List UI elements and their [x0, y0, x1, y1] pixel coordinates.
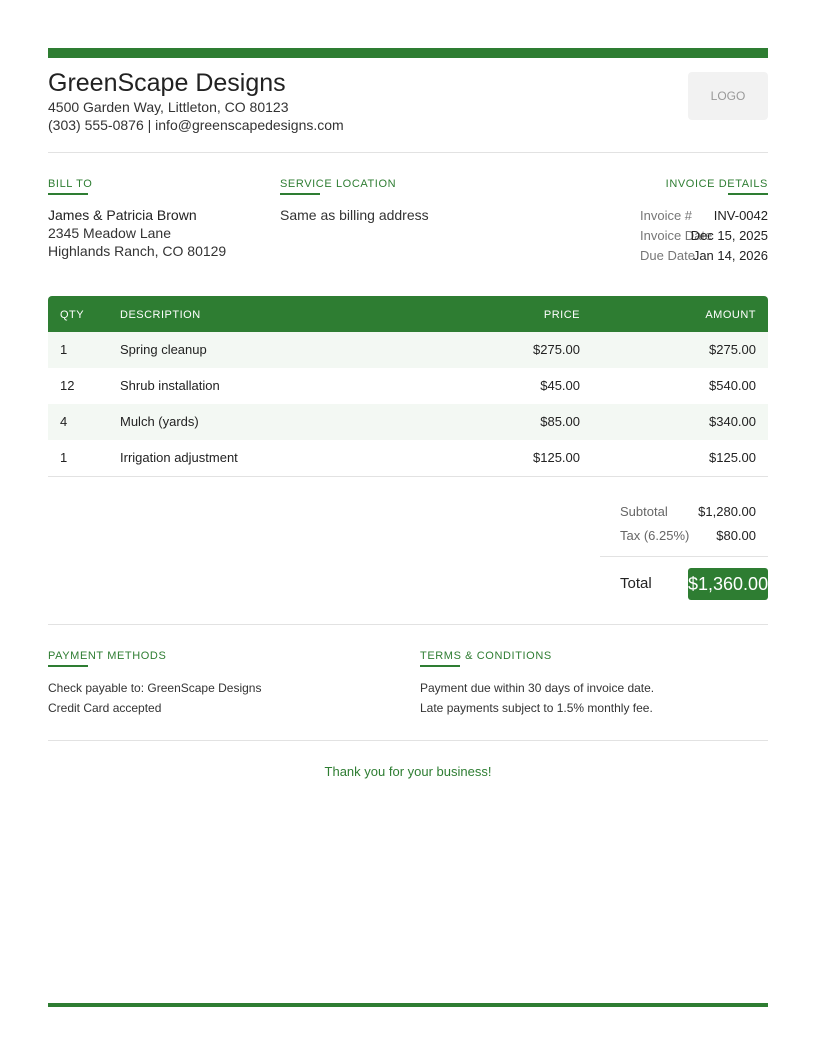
logo-placeholder: LOGO — [688, 72, 768, 120]
invoice-details-underline — [728, 193, 768, 195]
bill-to-underline — [48, 193, 88, 195]
header-accent-bar — [48, 48, 768, 58]
line-items-header — [48, 296, 768, 332]
invoice-number-value: INV-0042 — [713, 208, 768, 223]
subtotal-value: $1,280.00 — [698, 504, 756, 519]
footer-accent-bar — [48, 1003, 768, 1007]
service-location-text: Same as billing address — [280, 207, 429, 223]
row-qty: 4 — [60, 414, 68, 429]
row-price: $85.00 — [540, 414, 580, 429]
totals-section-divider — [48, 624, 768, 625]
row-amount: $340.00 — [709, 414, 756, 429]
company-address: 4500 Garden Way, Littleton, CO 80123 — [48, 99, 289, 115]
row-description: Shrub installation — [120, 378, 220, 393]
payment-method-line: Credit Card accepted — [48, 701, 162, 715]
table-row — [48, 368, 768, 404]
company-name: GreenScape Designs — [48, 69, 286, 97]
price-header: PRICE — [543, 309, 580, 321]
service-location-label: SERVICE LOCATION — [280, 178, 397, 190]
invoice-date-label: Invoice Date — [640, 228, 713, 243]
row-qty: 1 — [60, 342, 68, 357]
payment-methods-underline — [48, 665, 88, 667]
due-date-value: Jan 14, 2026 — [692, 248, 768, 263]
terms-label: TERMS & CONDITIONS — [420, 650, 552, 662]
tax-label: Tax (6.25%) — [620, 528, 690, 543]
row-description: Mulch (yards) — [120, 414, 199, 429]
due-date-label: Due Date — [640, 248, 695, 263]
row-price: $45.00 — [540, 378, 580, 393]
bill-to-street: 2345 Meadow Lane — [48, 225, 171, 241]
row-amount: $275.00 — [709, 342, 756, 357]
payment-methods-label: PAYMENT METHODS — [48, 650, 167, 662]
table-bottom-divider — [48, 476, 768, 477]
description-header: DESCRIPTION — [120, 309, 201, 321]
row-qty: 12 — [60, 378, 75, 393]
row-price: $125.00 — [533, 450, 580, 465]
service-location-underline — [280, 193, 320, 195]
company-contact: (303) 555-0876 | info@greenscapedesigns.com — [48, 117, 344, 133]
footer-divider — [48, 740, 768, 741]
invoice-number-label: Invoice # — [640, 208, 693, 223]
invoice-details-label: INVOICE DETAILS — [665, 178, 768, 190]
row-qty: 1 — [60, 450, 68, 465]
row-amount: $540.00 — [709, 378, 756, 393]
tax-value: $80.00 — [716, 528, 756, 543]
total-label: Total — [620, 575, 652, 592]
row-description: Irrigation adjustment — [120, 450, 238, 465]
header-divider — [48, 152, 768, 153]
terms-line: Payment due within 30 days of invoice date. — [420, 681, 655, 695]
total-value-badge: $1,360.00 — [688, 568, 768, 600]
table-row — [48, 440, 768, 476]
subtotal-label: Subtotal — [620, 504, 668, 519]
bill-to-city: Highlands Ranch, CO 80129 — [48, 243, 227, 259]
qty-header: QTY — [60, 309, 85, 321]
amount-header: AMOUNT — [705, 309, 756, 321]
table-row — [48, 404, 768, 440]
row-amount: $125.00 — [709, 450, 756, 465]
row-price: $275.00 — [533, 342, 580, 357]
bill-to-label: BILL TO — [48, 178, 93, 190]
terms-underline — [420, 665, 460, 667]
totals-divider — [600, 556, 768, 557]
thank-you-message: Thank you for your business! — [324, 764, 492, 779]
invoice-date-value: Dec 15, 2025 — [690, 228, 768, 243]
terms-line: Late payments subject to 1.5% monthly fee. — [420, 701, 653, 715]
table-row — [48, 332, 768, 368]
row-description: Spring cleanup — [120, 342, 207, 357]
payment-method-line: Check payable to: GreenScape Designs — [48, 681, 262, 695]
bill-to-name: James & Patricia Brown — [48, 207, 197, 223]
